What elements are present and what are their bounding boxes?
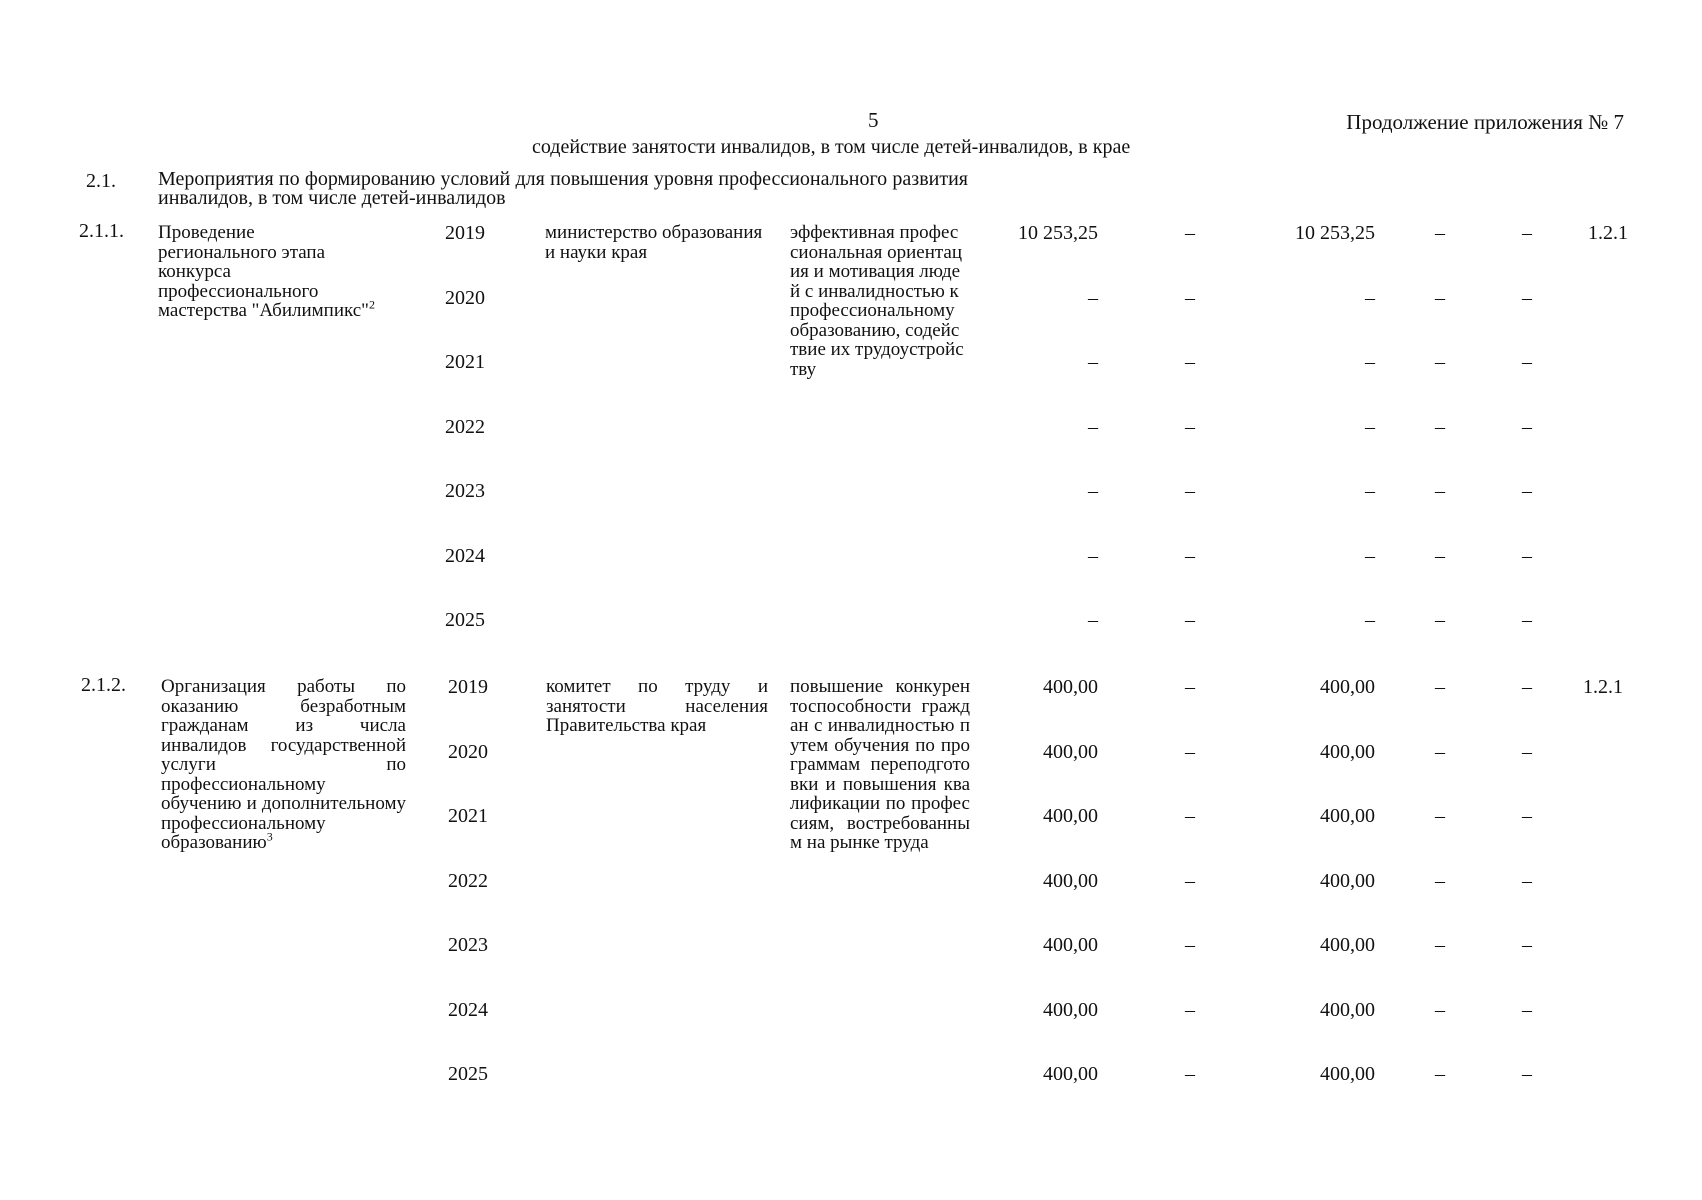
other-value: – xyxy=(1522,805,1532,827)
total-value: 10 253,25 xyxy=(1018,222,1098,244)
local-value: – xyxy=(1435,676,1445,698)
total-value: – xyxy=(1088,609,1098,631)
regional-value: – xyxy=(1365,609,1375,631)
federal-value: – xyxy=(1185,869,1195,892)
federal-value: – xyxy=(1185,676,1195,698)
regional-value: 400,00 xyxy=(1320,1063,1375,1085)
activity-text: Проведение регионального этапа конкурса профессионального мастерства "Абилимпикс" xyxy=(158,222,369,321)
regional-value: – xyxy=(1365,544,1375,567)
regional-value: – xyxy=(1365,415,1375,438)
federal-value: – xyxy=(1185,934,1195,956)
local-value: – xyxy=(1435,998,1445,1021)
year-label: 2019 xyxy=(445,222,485,244)
page-number: 5 xyxy=(868,108,879,132)
federal-value: – xyxy=(1185,609,1195,631)
result-cell: повышение конкурентоспособности граждан с инвалидностью путем обучения по программам переподготовки и повышения квалификации по профессиям, востребованным на рынке труда xyxy=(790,676,970,853)
year-label: 2020 xyxy=(448,740,488,763)
other-value: – xyxy=(1522,480,1532,502)
regional-value: 400,00 xyxy=(1320,740,1375,763)
footnote-marker: 3 xyxy=(266,829,273,844)
year-label: 2023 xyxy=(448,934,488,956)
regional-value: – xyxy=(1365,480,1375,502)
indicator-reference: 1.2.1 xyxy=(1588,222,1628,244)
regional-value: 400,00 xyxy=(1320,676,1375,698)
local-value: – xyxy=(1435,740,1445,763)
section-number: 2.1. xyxy=(86,170,116,192)
regional-value: 400,00 xyxy=(1320,869,1375,892)
other-value: – xyxy=(1522,740,1532,763)
total-value: 400,00 xyxy=(1043,1063,1098,1085)
other-value: – xyxy=(1522,609,1532,631)
local-value: – xyxy=(1435,869,1445,892)
result-cell: эффективная профессиональная ориентация и мотивация людей с инвалидностью к профессиональному образованию, содействие их трудоустройству xyxy=(790,222,964,380)
other-value: – xyxy=(1522,998,1532,1021)
year-label: 2022 xyxy=(448,869,488,892)
year-label: 2025 xyxy=(448,1063,488,1085)
federal-value: – xyxy=(1185,1063,1195,1085)
other-value: – xyxy=(1522,544,1532,567)
year-label: 2025 xyxy=(445,609,485,631)
total-value: – xyxy=(1088,415,1098,438)
section-title: Мероприятия по формированию условий для повышения уровня профессионального развития инвалидов, в том числе детей-инвалидов xyxy=(158,168,968,209)
total-value: 400,00 xyxy=(1043,869,1098,892)
local-value: – xyxy=(1435,1063,1445,1085)
regional-value: 10 253,25 xyxy=(1295,222,1375,244)
activity-cell xyxy=(158,223,378,321)
local-value: – xyxy=(1435,415,1445,438)
federal-value: – xyxy=(1185,286,1195,309)
year-label: 2024 xyxy=(445,544,485,567)
year-label: 2024 xyxy=(448,998,488,1021)
total-value: 400,00 xyxy=(1043,934,1098,956)
other-value: – xyxy=(1522,1063,1532,1085)
year-label: 2021 xyxy=(445,351,485,373)
federal-value: – xyxy=(1185,351,1195,373)
local-value: – xyxy=(1435,480,1445,502)
row-number: 2.1.1. xyxy=(79,220,124,242)
total-value: 400,00 xyxy=(1043,740,1098,763)
local-value: – xyxy=(1435,805,1445,827)
federal-value: – xyxy=(1185,998,1195,1021)
regional-value: 400,00 xyxy=(1320,934,1375,956)
regional-value: – xyxy=(1365,351,1375,373)
year-label: 2021 xyxy=(448,805,488,827)
federal-value: – xyxy=(1185,805,1195,827)
other-value: – xyxy=(1522,415,1532,438)
total-value: – xyxy=(1088,480,1098,502)
total-value: 400,00 xyxy=(1043,805,1098,827)
local-value: – xyxy=(1435,934,1445,956)
total-value: 400,00 xyxy=(1043,998,1098,1021)
regional-value: 400,00 xyxy=(1320,805,1375,827)
other-value: – xyxy=(1522,934,1532,956)
local-value: – xyxy=(1435,609,1445,631)
local-value: – xyxy=(1435,222,1445,244)
regional-value: 400,00 xyxy=(1320,998,1375,1021)
activity-cell xyxy=(161,677,406,853)
total-value: – xyxy=(1088,286,1098,309)
year-label: 2019 xyxy=(448,676,488,698)
local-value: – xyxy=(1435,544,1445,567)
year-label: 2020 xyxy=(445,286,485,309)
local-value: – xyxy=(1435,286,1445,309)
indicator-reference: 1.2.1 xyxy=(1583,676,1623,698)
other-value: – xyxy=(1522,869,1532,892)
federal-value: – xyxy=(1185,544,1195,567)
activity-text: Организация работы по оказанию безработным гражданам из числа инвалидов государственной услуги по профессиональному обучению и дополнительному профессиональному образованию xyxy=(161,676,406,853)
federal-value: – xyxy=(1185,480,1195,502)
subprogram-heading: содействие занятости инвалидов, в том числе детей-инвалидов, в крае xyxy=(532,136,1131,158)
local-value: – xyxy=(1435,351,1445,373)
appendix-continuation: Продолжение приложения № 7 xyxy=(1346,110,1624,134)
regional-value: – xyxy=(1365,286,1375,309)
federal-value: – xyxy=(1185,740,1195,763)
other-value: – xyxy=(1522,286,1532,309)
executor-cell: министерство образования и науки края xyxy=(545,222,763,263)
total-value: – xyxy=(1088,351,1098,373)
other-value: – xyxy=(1522,222,1532,244)
total-value: – xyxy=(1088,544,1098,567)
other-value: – xyxy=(1522,676,1532,698)
federal-value: – xyxy=(1185,222,1195,244)
footnote-marker: 2 xyxy=(368,297,375,312)
year-label: 2022 xyxy=(445,415,485,438)
federal-value: – xyxy=(1185,415,1195,438)
year-label: 2023 xyxy=(445,480,485,502)
row-number: 2.1.2. xyxy=(81,674,126,696)
total-value: 400,00 xyxy=(1043,676,1098,698)
executor-cell: комитет по труду и занятости населения Правительства края xyxy=(546,676,768,736)
other-value: – xyxy=(1522,351,1532,373)
